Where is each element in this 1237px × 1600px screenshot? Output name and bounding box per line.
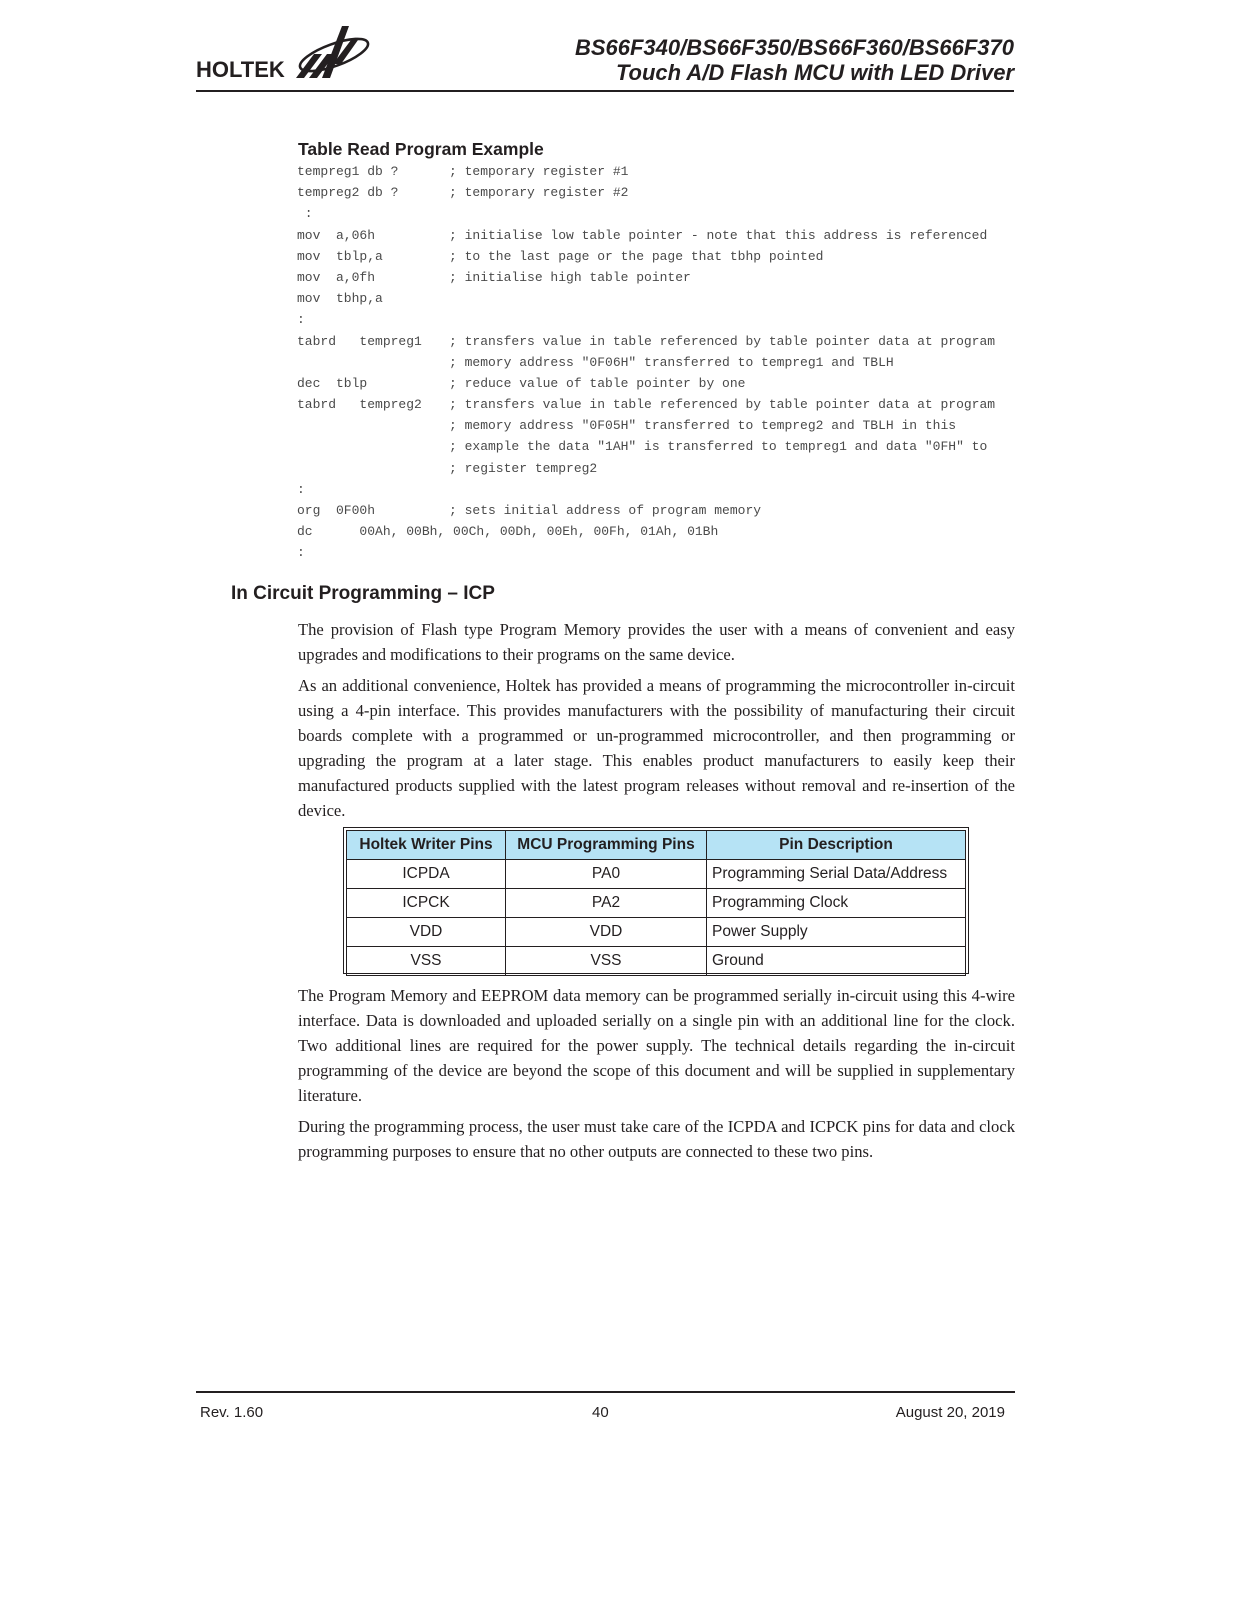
document-title (575, 35, 1014, 85)
table-cell: Programming Serial Data/Address (707, 860, 966, 889)
page-header (196, 24, 1014, 92)
code-comment: ; memory address "0F06H" transferred to tempreg1 and TBLH (449, 354, 894, 370)
code-comment: ; transfers value in table referenced by table pointer data at program (449, 333, 996, 349)
code-instruction: tabrd tempreg2 (297, 397, 422, 413)
table-cell: PA0 (506, 860, 707, 889)
code-comment: ; example the data "1AH" is transferred to tempreg1 and data "0FH" to (449, 439, 988, 455)
table-row (347, 947, 966, 976)
table-cell: ICPDA (347, 860, 506, 889)
code-instruction: : (297, 312, 305, 328)
code-instruction: mov tblp,a (297, 248, 383, 264)
footer-page-number: 40 (592, 1404, 609, 1421)
table-cell: VDD (347, 918, 506, 947)
table-cell: VSS (347, 947, 506, 976)
code-instruction: dc 00Ah, 00Bh, 00Ch, 00Dh, 00Eh, 00Fh, 01Ah, 01Bh (297, 524, 719, 540)
code-comment: ; initialise low table pointer - note that this address is referenced (449, 227, 988, 243)
code-instruction: tempreg2 db ? (297, 185, 399, 201)
document-title-line-1: BS66F340/BS66F350/BS66F360/BS66F370 (574, 35, 1014, 60)
code-instruction: mov a,0fh (297, 269, 376, 285)
code-comment: ; initialise high table pointer (449, 269, 691, 285)
column-header: MCU Programming Pins (506, 831, 707, 860)
footer-revision: Rev. 1.60 (200, 1404, 264, 1421)
code-instruction: org 0F00h (297, 503, 376, 518)
footer-date: August 20, 2019 (895, 1404, 1005, 1421)
paragraph-1: The provision of Flash type Program Memory provides the user with a means of convenient and easy upgrades and modifications to their programs on the same device. (298, 620, 1015, 664)
paragraph-3: The Program Memory and EEPROM data memory can be programmed serially in-circuit using this 4-wire interface. Data is downloaded and uploaded serially on a single pin with an additional line for the clock. Two additional lines are required for the power supply. The technical details regarding the in-circuit programming of the device are beyond the scope of this document and will be supplied in supplementary literature. (298, 986, 1015, 1105)
code-instruction: tabrd tempreg1 (297, 333, 422, 349)
column-header: Holtek Writer Pins (347, 831, 506, 860)
code-instruction: dec tblp (297, 375, 368, 391)
table-cell: Programming Clock (707, 889, 966, 918)
section-title-icp: In Circuit Programming – ICP (231, 583, 495, 604)
code-instruction: tempreg1 db ? (297, 164, 399, 179)
table-cell: VSS (506, 947, 707, 976)
code-comment: ; temporary register #1 (449, 164, 629, 179)
code-instruction: mov a,06h (297, 227, 376, 243)
table-cell: Power Supply (707, 918, 966, 947)
table-cell: PA2 (506, 889, 707, 918)
pin-table-frame (343, 827, 969, 974)
table-row (347, 918, 966, 947)
holtek-logo (196, 24, 371, 84)
code-comment: ; register tempreg2 (449, 460, 598, 476)
table-cell: ICPCK (347, 889, 506, 918)
footer-divider (196, 1391, 1015, 1393)
column-header: Pin Description (707, 831, 966, 860)
code-comment: ; reduce value of table pointer by one (449, 375, 746, 391)
code-comment: ; temporary register #2 (449, 185, 629, 201)
code-instruction: : (297, 206, 313, 222)
code-comment: ; sets initial address of program memory (449, 503, 762, 518)
paragraph-4: During the programming process, the user must take care of the ICPDA and ICPCK pins for data and clock programming purposes to ensure that no other outputs are connected to these two pins. (298, 1117, 1015, 1161)
table-header-row (347, 831, 966, 860)
table-row (347, 889, 966, 918)
paragraph-2: As an additional convenience, Holtek has provided a means of programming the microcontroller in-circuit using a 4-pin interface. This provides manufacturers with the possibility of manufacturing their circuit boards complete with a programmed or un-programmed microcontroller, and then programming or upgrading the program at a later stage. This enables product manufacturers to easily keep their manufactured products supplied with the latest program releases without removal and re-insertion of the device. (298, 676, 1015, 820)
table-cell: Ground (707, 947, 966, 976)
svg-text:HOLTEK: HOLTEK (196, 57, 285, 82)
code-instruction: mov tbhp,a (297, 291, 383, 307)
table-row (347, 860, 966, 889)
document-title-line-2: Touch A/D Flash MCU with LED Driver (615, 60, 1014, 85)
pin-table (346, 830, 966, 976)
code-comment: ; transfers value in table referenced by table pointer data at program (449, 397, 996, 413)
table-cell: VDD (506, 918, 707, 947)
code-comment: ; to the last page or the page that tbhp pointed (449, 248, 824, 264)
code-instruction: : (297, 545, 305, 561)
code-instruction: : (297, 481, 305, 497)
code-comment: ; memory address "0F05H" transferred to tempreg2 and TBLH in this (449, 418, 957, 434)
code-example-title: Table Read Program Example (298, 139, 544, 159)
